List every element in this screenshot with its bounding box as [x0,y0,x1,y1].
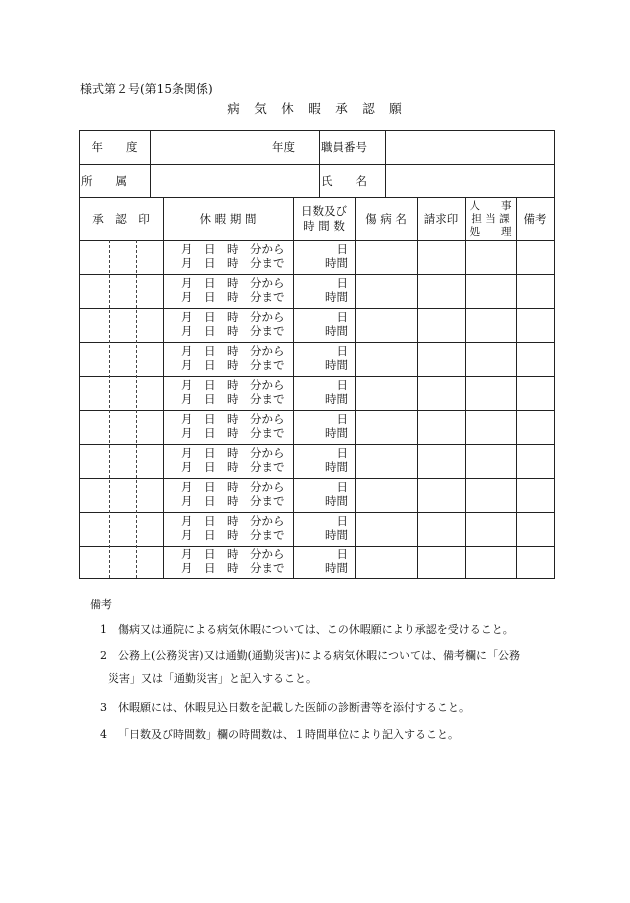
table-line [79,444,555,445]
days-hours-header-1: 日数及び [301,204,347,218]
table-line [79,308,555,309]
days-unit: 日 [336,547,348,561]
period-to: 月 日 時 分まで [181,494,285,508]
approval-divider [109,240,110,578]
period-to: 月 日 時 分まで [181,426,285,440]
period-from: 月 日 時 分から [181,242,285,256]
period-from: 月 日 時 分から [181,310,285,324]
department-label: 所 属 [81,174,127,188]
hours-unit: 時間 [325,392,348,406]
period-to: 月 日 時 分まで [181,528,285,542]
period-to: 月 日 時 分まで [181,290,285,304]
period-from: 月 日 時 分から [181,514,285,528]
period-to: 月 日 時 分まで [181,324,285,338]
table-line [516,197,517,578]
hr-header-3: 処 理 [469,226,512,238]
period-from: 月 日 時 分から [181,480,285,494]
table-line [465,197,466,578]
table-line [79,274,555,275]
hours-unit: 時間 [325,561,348,575]
note-text: 公務上(公務災害)又は通勤(通勤災害)による病気休暇については、備考欄に「公務 [118,649,520,662]
table-line [79,197,555,198]
table-line [79,376,555,377]
days-unit: 日 [336,242,348,256]
days-unit: 日 [336,310,348,324]
days-unit: 日 [336,412,348,426]
days-unit: 日 [336,480,348,494]
note-number: 1 [100,623,107,636]
table-line [319,130,320,197]
days-unit: 日 [336,276,348,290]
hours-unit: 時間 [325,290,348,304]
note-text: 「日数及び時間数」欄の時間数は、１時間単位により記入すること。 [118,728,459,741]
notes-heading: 備考 [90,598,112,611]
application-table [79,130,555,578]
leave-period-header: 休 暇 期 間 [199,212,257,226]
table-line [79,342,555,343]
table-line [79,240,555,241]
days-hours-header-2: 時 間 数 [303,219,345,233]
table-line [79,512,555,513]
approval-seal-header: 承 認 印 [92,212,150,226]
period-from: 月 日 時 分から [181,378,285,392]
note-number: 4 [100,728,107,741]
days-unit: 日 [336,378,348,392]
hours-unit: 時間 [325,528,348,542]
table-line [79,546,555,547]
table-line [163,197,164,578]
period-from: 月 日 時 分から [181,344,285,358]
note-text: 傷病又は通院による病気休暇については、この休暇願により承認を受けること。 [118,623,514,636]
period-to: 月 日 時 分まで [181,392,285,406]
year-unit: 年度 [272,140,295,154]
page-title: 病 気 休 暇 承 認 願 [227,101,403,116]
table-line [79,478,555,479]
year-label: 年 度 [91,140,138,154]
hours-unit: 時間 [325,358,348,372]
period-from: 月 日 時 分から [181,547,285,561]
table-line [385,130,386,197]
note-text: 休暇願には、休暇見込日数を記載した医師の診断書等を添付すること。 [118,701,470,714]
table-border-right [554,130,555,579]
request-seal-header: 請求印 [423,212,459,226]
table-border-bottom [79,578,555,579]
period-to: 月 日 時 分まで [181,460,285,474]
period-from: 月 日 時 分から [181,446,285,460]
period-from: 月 日 時 分から [181,412,285,426]
illness-name-header: 傷 病 名 [365,212,407,226]
note-number: 2 [100,649,107,662]
period-to: 月 日 時 分まで [181,561,285,575]
remarks-header: 備考 [523,212,547,226]
note-number: 3 [100,701,107,714]
period-to: 月 日 時 分まで [181,358,285,372]
hours-unit: 時間 [325,324,348,338]
hours-unit: 時間 [325,460,348,474]
table-border-left [79,130,80,579]
table-line [150,130,151,164]
note-text-continued: 災害」又は「通勤災害」と記入すること。 [108,672,317,685]
days-unit: 日 [336,514,348,528]
hr-header-2: 担 当 課 [471,213,510,225]
table-line [355,197,356,578]
hours-unit: 時間 [325,256,348,270]
hours-unit: 時間 [325,494,348,508]
form-number: 様式第２号(第15条関係) [80,82,213,96]
hr-header-1: 人 事 [469,200,512,212]
table-line [79,410,555,411]
table-line [150,164,151,197]
staff-number-label: 職員番号 [321,140,367,154]
hours-unit: 時間 [325,426,348,440]
name-label: 氏 名 [321,174,367,188]
period-to: 月 日 時 分まで [181,256,285,270]
table-line [417,197,418,578]
period-from: 月 日 時 分から [181,276,285,290]
approval-divider [136,240,137,578]
days-unit: 日 [336,446,348,460]
days-unit: 日 [336,344,348,358]
